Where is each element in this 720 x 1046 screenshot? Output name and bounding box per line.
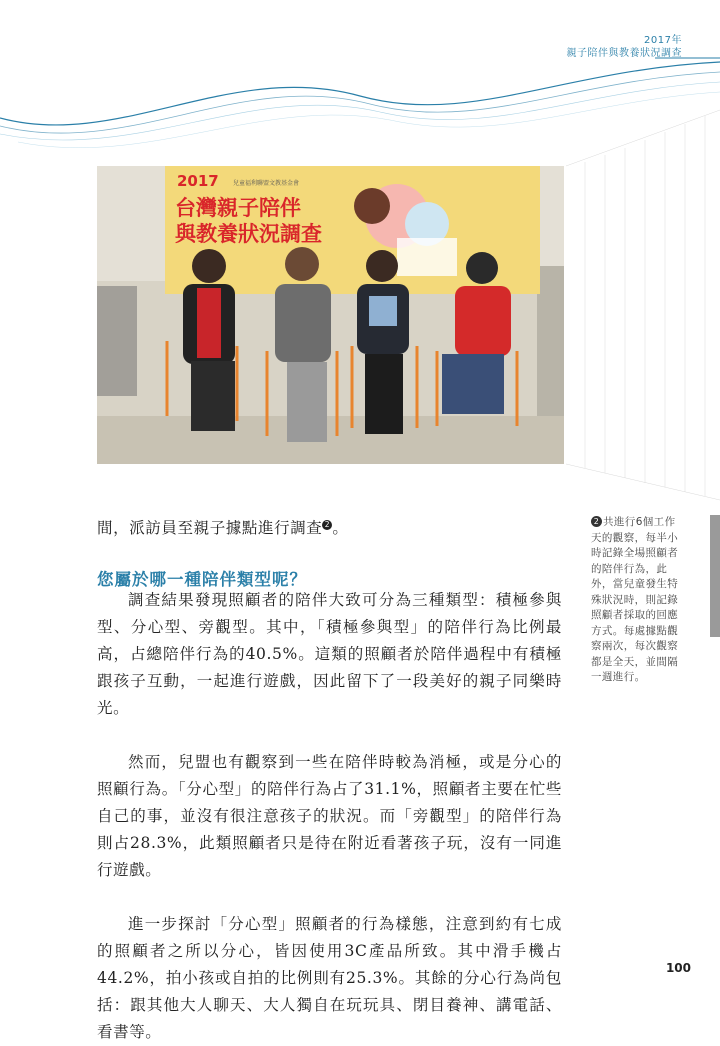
running-header: [567, 34, 683, 60]
side-note-number: 2: [591, 516, 602, 527]
side-note-text: 共進行6個工作天的觀察，每半小時記錄全場照顧者的陪伴行為，此外，當兒童發生特殊狀況時，則記錄照顧者採取的回應方式。每處據點觀察兩次，每次觀察都是全天，並間隔一週進行。: [591, 516, 679, 683]
paragraph-continuation: [97, 515, 562, 542]
event-photo: [97, 166, 564, 464]
footnote-ref: 2: [322, 520, 332, 530]
main-text: [97, 515, 562, 542]
banner-title-line2: 與教養狀況調查: [175, 222, 322, 246]
header-title: 親子陪伴與教養狀況調查: [566, 48, 682, 59]
page-number: 100: [665, 961, 691, 975]
banner-year: 2017: [177, 172, 219, 190]
paragraph-3: 進一步探討「分心型」照顧者的行為樣態，注意到約有七成的照顧者之所以分心，皆因使用3C產品所致。其中滑手機占44.2%，拍小孩或自拍的比例則有25.3%。其餘的分心行為尚包括：跟其他大人聊天、大人獨自在玩玩具、閉目養神、講電話、看書等。: [97, 915, 562, 1041]
header-year: 2017年: [644, 35, 682, 46]
paragraph-continuation-end: 。: [332, 519, 349, 537]
banner-org: 兒童福利聯盟文教基金會: [233, 180, 300, 187]
side-tab: [710, 515, 720, 637]
main-text-body: [97, 587, 562, 1046]
paragraph-1: 調查結果發現照顧者的陪伴大致可分為三種類型：積極參與型、分心型、旁觀型。其中，「積極參與型」的陪伴行為比例最高，占總陪伴行為的40.5%。這類的照顧者於陪伴過程中有積極跟孩子互動，一起進行遊戲，因此留下了一段美好的親子同樂時光。: [97, 591, 562, 717]
paragraph-2: 然而，兒盟也有觀察到一些在陪伴時較為消極，或是分心的照顧行為。「分心型」的陪伴行為占了31.1%，照顧者主要在忙些自己的事，並沒有很注意孩子的狀況。而「旁觀型」的陪伴行為則占28.3%，此類照顧者只是待在附近看著孩子玩，沒有一同進行遊戲。: [97, 753, 562, 879]
paragraph-continuation-text: 間，派訪員至親子據點進行調查: [97, 519, 323, 537]
banner-title-line1: 台灣親子陪伴: [175, 196, 301, 220]
section-heading: 您屬於哪一種陪伴類型呢？: [97, 570, 307, 589]
photo-scene: [97, 166, 564, 464]
side-note: [591, 515, 679, 686]
